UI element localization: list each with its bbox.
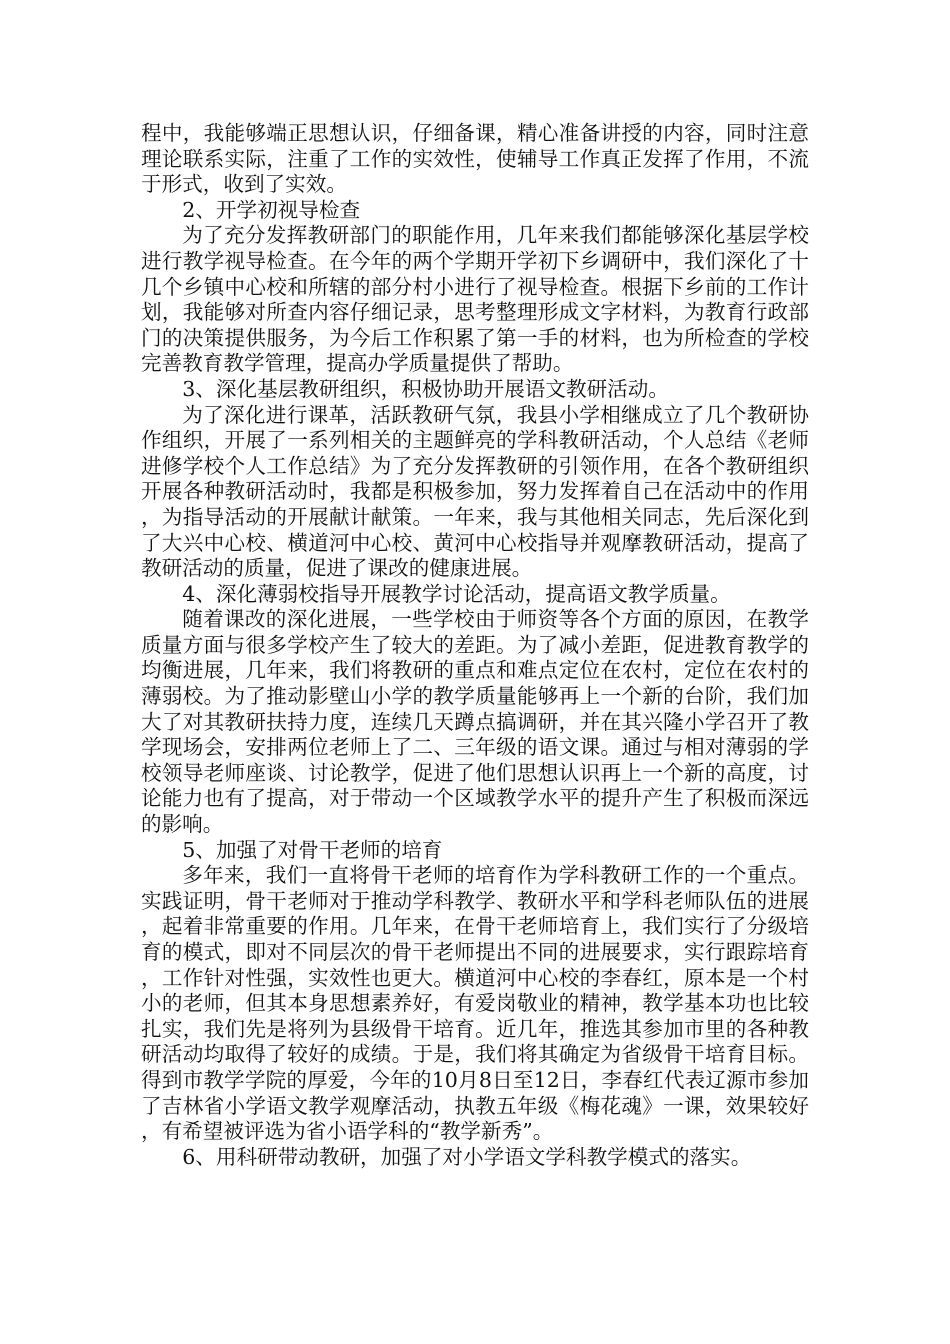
- paragraph-continuation: 程中，我能够端正思想认识，仔细备课，精心准备讲授的内容，同时注意理论联系实际，注重了工作的实效性，使辅导工作真正发挥了作用，不流于形式，收到了实效。: [141, 121, 809, 197]
- paragraph-3: 为了深化进行课革，活跃教研气氛，我县小学相继成立了几个教研协作组织，开展了一系列相关的主题鲜亮的学科教研活动，个人总结《老师进修学校个人工作总结》为了充分发挥教研的引领作用，在各个教研组织开展各种教研活动时，我都是积极参加，努力发挥着自己在活动中的作用，为指导活动的开展献计献策。一年来，我与其他相关同志，先后深化到了大兴中心校、横道河中心校、黄河中心校指导并观摩教研活动，提高了教研活动的质量，促进了课改的健康进展。: [141, 402, 809, 581]
- section-heading-5: 5、加强了对骨干老师的培育: [182, 837, 443, 862]
- paragraph-4: 随着课改的深化进展，一些学校由于师资等各个方面的原因，在教学质量方面与很多学校产生了较大的差距。为了减小差距，促进教育教学的均衡进展，几年来，我们将教研的重点和难点定位在农村，定位在农村的薄弱校。为了推动影壁山小学的教学质量能够再上一个新的台阶，我们加大了对其教研扶持力度，连续几天蹲点搞调研，并在其兴隆小学召开了教学现场会，安排两位老师上了二、三年级的语文课。通过与相对薄弱的学校领导老师座谈、讨论教学，促进了他们思想认识再上一个新的高度，讨论能力也有了提高，对于带动一个区域教学水平的提升产生了积极而深远的影响。: [141, 607, 809, 837]
- section-heading-6: 6、用科研带动教研，加强了对小学语文学科教学模式的落实。: [182, 1144, 752, 1169]
- document-body: [141, 121, 809, 1170]
- paragraph-5: 多年来，我们一直将骨干老师的培育作为学科教研工作的一个重点。实践证明，骨干老师对于推动学科教学、教研水平和学科老师队伍的进展，起着非常重要的作用。几年来，在骨干老师培育上，我们实行了分级培育的模式，即对不同层次的骨干老师提出不同的进展要求，实行跟踪培育，工作针对性强，实效性也更大。横道河中心校的李春红，原本是一个村小的老师，但其本身思想素养好，有爱岗敬业的精神，教学基本功也比较扎实，我们先是将列为县级骨干培育。近几年，推选其参加市里的各种教研活动均取得了较好的成绩。于是，我们将其确定为省级骨干培育目标。得到市教学学院的厚爱，今年的10月8日至12日，李春红代表辽源市参加了吉林省小学语文教学观摩活动，执教五年级《梅花魂》一课，效果较好，有希望被评选为省小语学科的“教学新秀”。: [141, 863, 809, 1144]
- paragraph-2: 为了充分发挥教研部门的职能作用，几年来我们都能够深化基层学校进行教学视导检查。在今年的两个学期开学初下乡调研中，我们深化了十几个乡镇中心校和所辖的部分村小进行了视导检查。根据下乡前的工作计划，我能够对所查内容仔细记录，思考整理形成文字材料，为教育行政部门的决策提供服务，为今后工作积累了第一手的材料，也为所检查的学校完善教育教学管理，提高办学质量提供了帮助。: [141, 223, 809, 376]
- section-heading-2: 2、开学初视导检查: [182, 197, 361, 222]
- section-heading-4: 4、深化薄弱校指导开展教学讨论活动，提高语文教学质量。: [182, 581, 731, 606]
- section-heading-3: 3、深化基层教研组织，积极协助开展语文教研活动。: [182, 376, 669, 401]
